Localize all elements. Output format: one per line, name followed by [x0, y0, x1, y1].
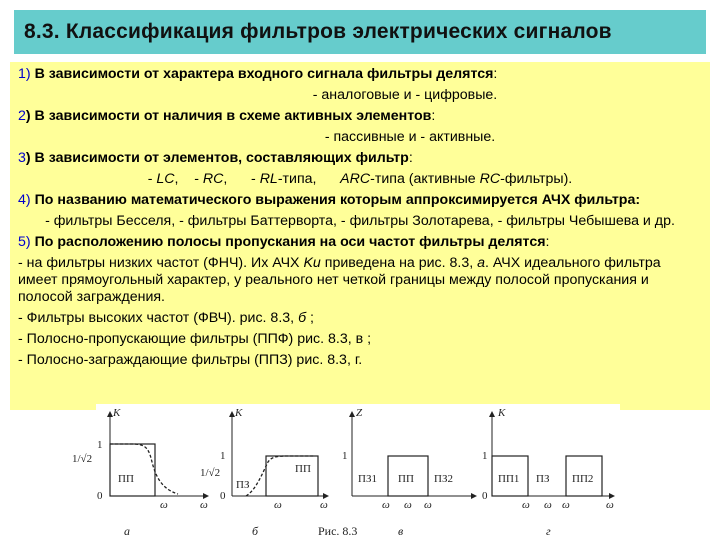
- ku-axis-label: K: [498, 407, 506, 419]
- pp1-label: ПП1: [498, 473, 520, 485]
- omega-vgr-label: ω: [562, 499, 570, 511]
- pz1-label: ПЗ1: [358, 473, 377, 485]
- paragraph-5: [18, 234, 702, 251]
- item-number: 4): [18, 192, 31, 208]
- slide-title: 8.3. Классификация фильтров электрических сигналов: [24, 20, 612, 43]
- paragraph-3-list: - LC, - RC, - RL-типа, ARC-типа (активные RC-фильтры).: [147, 171, 573, 187]
- item-number: 2: [18, 108, 26, 124]
- pp2-label: ПП2: [572, 473, 594, 485]
- item-heading: По названию математического выражения которым аппроксимируется АЧХ фильтра:: [34, 192, 641, 208]
- paragraph-2-list: - пассивные и - активные.: [324, 129, 496, 145]
- panel-b-hpf: [200, 407, 328, 511]
- one-tick-label: 1: [97, 439, 103, 451]
- one-tick-label: 1: [482, 450, 488, 462]
- sub-label-b: б: [252, 524, 259, 538]
- rc-type-2: RC: [479, 171, 501, 187]
- omega0-label: ω: [544, 499, 552, 511]
- pp-label: ПП: [398, 473, 414, 485]
- omega-gr-label: ω: [274, 499, 282, 511]
- paragraph-2: [18, 108, 702, 125]
- omega-axis-label: ω: [320, 499, 328, 511]
- figure-8-3: [72, 404, 620, 540]
- pz2-label: ПЗ2: [434, 473, 453, 485]
- text: - на фильтры низких частот (ФНЧ). Их АЧХ: [18, 255, 300, 271]
- text: ;: [310, 310, 314, 326]
- one-over-sqrt2-label: 1/√2: [72, 453, 93, 465]
- paragraph-4-list: - фильтры Бесселя, - фильтры Баттерворта, - фильтры Золотарева, - фильтры Чебышева и др.: [45, 213, 675, 229]
- colon: :: [545, 234, 550, 250]
- one-tick-label: 1: [220, 450, 226, 462]
- rl-type: RL: [259, 171, 278, 187]
- sub-label-g: г: [546, 524, 551, 538]
- item-heading: ) В зависимости от наличия в схеме активных элементов: [25, 108, 432, 124]
- z-axis-label: Z: [356, 407, 363, 419]
- slide-title-bar: [14, 10, 706, 54]
- omega-ngr-label: ω: [382, 499, 390, 511]
- pp-label: ПП: [118, 473, 134, 485]
- colon: :: [493, 66, 498, 82]
- figure-caption: Рис. 8.3: [318, 524, 358, 538]
- one-tick-label: 1: [342, 450, 348, 462]
- paragraph-5-a: [18, 255, 702, 306]
- omega-vgr-label: ω: [424, 499, 432, 511]
- paragraph-1: [18, 66, 702, 83]
- paragraph-5-d: - Полосно-заграждающие фильтры (ППЗ) рис. 8.3, г.: [18, 352, 363, 368]
- rl-suffix: -типа,: [277, 171, 317, 187]
- paragraph-5-c: - Полосно-пропускающие фильтры (ППФ) рис. 8.3, в ;: [18, 331, 372, 347]
- item-number: 3: [18, 150, 26, 166]
- text: приведена на рис. 8.3,: [324, 255, 474, 271]
- arc-suffix: -типа (активные: [370, 171, 476, 187]
- omega-axis-label: ω: [200, 499, 208, 511]
- zero-label: 0: [482, 490, 488, 502]
- sub-label-v: в: [398, 524, 404, 538]
- item-heading: ) В зависимости от элементов, составляющих фильтр: [25, 150, 409, 166]
- omega-gr-label: ω: [160, 499, 168, 511]
- rc2-suffix: -фильтры).: [500, 171, 573, 187]
- zero-label: 0: [97, 490, 103, 502]
- omega0-label: ω: [404, 499, 412, 511]
- zero-label: 0: [220, 490, 226, 502]
- item-heading: В зависимости от характера входного сигнала фильтры делятся: [34, 66, 494, 82]
- panel-a-lpf: [72, 407, 208, 511]
- fig-letter: а: [477, 255, 486, 271]
- ku-axis-label: K: [235, 407, 243, 419]
- colon: :: [408, 150, 413, 166]
- panel-g-bsf: [482, 407, 614, 511]
- paragraph-1-list: - аналоговые и - цифровые.: [312, 87, 498, 103]
- paragraph-5-b: [18, 310, 702, 327]
- sub-label-a: а: [124, 524, 130, 538]
- colon: :: [431, 108, 436, 124]
- omega-ngr-label: ω: [522, 499, 530, 511]
- content-box: [10, 62, 710, 410]
- paragraph-3: [18, 150, 702, 167]
- arc-type: ARC: [340, 171, 371, 187]
- ku-symbol: Ku: [303, 255, 321, 271]
- paragraph-4: [18, 192, 702, 209]
- rc-type: RC: [202, 171, 224, 187]
- item-heading: По расположению полосы пропускания на оси частот фильтры делятся: [34, 234, 546, 250]
- ku-axis-label: K: [113, 407, 121, 419]
- item-number: 1): [18, 66, 31, 82]
- pz-label: ПЗ: [536, 473, 550, 485]
- text: . АЧХ идеального фильтра имеет прямоугольный характер, у реального нет четкой границы между полосой пропускания и полосой заграждения.: [18, 255, 661, 305]
- panel-v-bpf: [342, 407, 474, 511]
- fig-letter: б: [298, 310, 307, 326]
- one-over-sqrt2-label: 1/√2: [200, 467, 221, 479]
- text: - Фильтры высоких частот (ФВЧ). рис. 8.3,: [18, 310, 295, 326]
- item-number: 5): [18, 234, 31, 250]
- lc-type: LC: [156, 171, 175, 187]
- pz-label: ПЗ: [236, 479, 250, 491]
- filter-response-diagrams: [72, 404, 620, 540]
- omega-axis-label: ω: [606, 499, 614, 511]
- pp-label: ПП: [295, 463, 311, 475]
